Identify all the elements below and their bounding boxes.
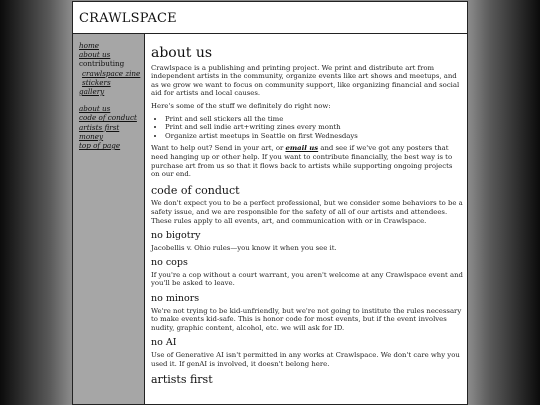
toc-code-of-conduct-link[interactable]: code of conduct bbox=[79, 113, 137, 123]
list-item: • Print and sell stickers all the time bbox=[165, 115, 463, 124]
nav-gallery-link[interactable]: gallery bbox=[79, 87, 105, 97]
nav-home-link[interactable]: home bbox=[79, 41, 100, 50]
main-content bbox=[151, 34, 463, 404]
rule-heading-no-cops: no cops bbox=[151, 257, 188, 269]
rule-heading-no-ai: no AI bbox=[151, 337, 177, 349]
rule-text-no-minors: We're not trying to be kid-unfriendly, but we're not going to institute the rules necessary to make events kid-safe. This is honor code for most events, but if the event involves nudity, graphic content, alcohol, etc. we will ask for ID. bbox=[151, 306, 462, 332]
rule-text-no-cops: If you're a cop without a court warrant, you aren't welcome at any Crawlspace event and you'll be asked to leave. bbox=[151, 270, 463, 288]
about-intro: Crawlspace is a publishing and printing project. We print and distribute art from independent artists in the community, organize events like art shows and meetups, and as we grow we want to focus on community support, like organizing financial and social aid for artists and local causes. bbox=[151, 63, 460, 98]
nav-contributing-label: contributing bbox=[79, 59, 125, 69]
toc-artists-first-link[interactable]: artists first bbox=[79, 122, 120, 132]
nav-stickers-link[interactable]: stickers bbox=[82, 77, 111, 87]
rule-text-no-ai: Use of Generative AI isn't permitted in any works at Crawlspace. We don't care why you used it. If genAI is involved, it doesn't belong here. bbox=[151, 351, 460, 368]
site-title: CRAWLSPACE bbox=[79, 11, 177, 26]
conduct-intro: We don't expect you to be a perfect professional, but we consider some behaviors to be a safety issue, and we are responsible for the safety of all of our artists and attendees. These rules apply to all events, art, and communication with or in Crawlspace. bbox=[151, 199, 463, 225]
email-us-link[interactable]: email us bbox=[285, 144, 319, 153]
artists-first-heading: artists first bbox=[151, 373, 213, 387]
nav-spacer bbox=[79, 96, 144, 104]
help-paragraph bbox=[151, 144, 463, 178]
about-heading: about us bbox=[151, 45, 213, 61]
toc-about-us-link[interactable]: about us bbox=[79, 104, 111, 114]
about-list bbox=[151, 115, 463, 141]
site-header bbox=[73, 2, 467, 34]
rule-heading-no-minors: no minors bbox=[151, 293, 200, 305]
nav-about-us-link[interactable]: about us bbox=[79, 50, 111, 60]
rule-text-no-bigotry: Jacobellis v. Ohio rules—you know it when you see it. bbox=[151, 243, 337, 252]
rule-heading-no-bigotry: no bigotry bbox=[151, 230, 201, 242]
about-list-intro: Here's some of the stuff we definitely do right now: bbox=[151, 101, 331, 110]
help-text-after: and see if we've got any posters that need hanging up or other help. If you want to contribute financially, the best way is to purchase art from us so that it flows back to artists while supporting ongoing projects on our end. bbox=[151, 144, 453, 179]
list-item: • Print and sell indie art+writing zines every month bbox=[165, 123, 463, 132]
page-frame bbox=[72, 1, 468, 405]
nav-crawlspace-zine-link[interactable]: crawlspace zine bbox=[82, 68, 141, 78]
toc-top-of-page-link[interactable]: top of page bbox=[79, 141, 121, 151]
conduct-heading: code of conduct bbox=[151, 183, 240, 197]
list-item: • Organize artist meetups in Seattle on first Wednesdays bbox=[165, 132, 463, 141]
help-text-before: Want to help out? Send in your art, or bbox=[151, 144, 286, 153]
toc-money-link[interactable]: money bbox=[79, 131, 104, 141]
sidebar bbox=[73, 34, 145, 404]
